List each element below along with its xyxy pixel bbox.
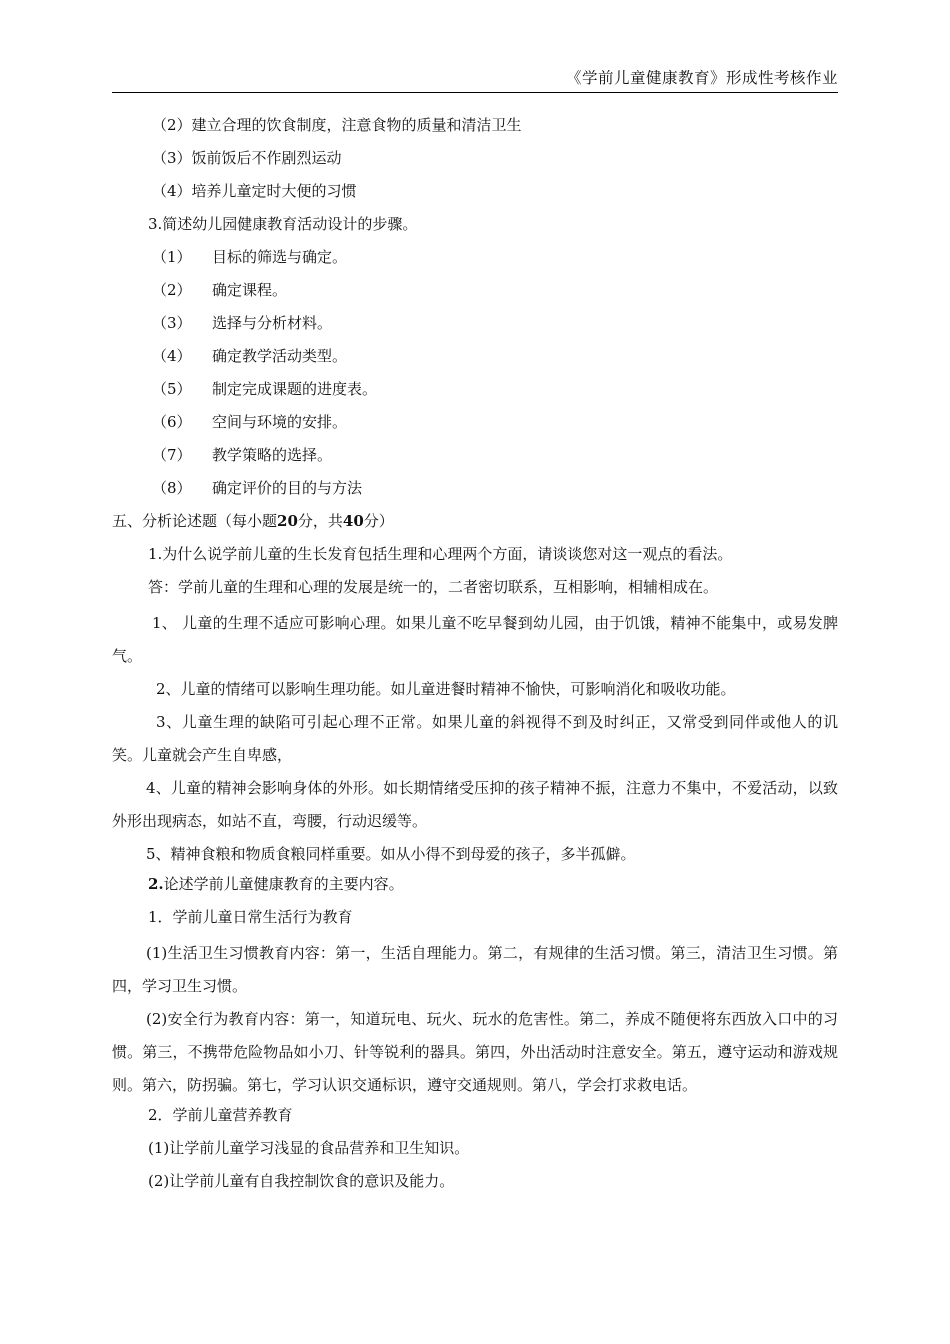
step-item xyxy=(112,277,838,310)
content-item: (1)生活卫生习惯教育内容：第一，生活自理能力。第二，有规律的生活习惯。第三，清洁卫生习惯。第四，学习卫生习惯。 xyxy=(112,944,838,995)
heading-total: 40 xyxy=(342,512,364,530)
heading-text: 分） xyxy=(363,512,394,530)
step-text: 确定教学活动类型。 xyxy=(212,347,348,365)
list-item: （3）饭前饭后不作剧烈运动 xyxy=(152,149,342,167)
answer-point: 2、儿童的情绪可以影响生理功能。如儿童进餐时精神不愉快，可影响消化和吸收功能。 xyxy=(156,680,736,698)
question-title: 1.为什么说学前儿童的生长发育包括生理和心理两个方面，请谈谈您对这一观点的看法。 xyxy=(148,545,733,563)
answer-point: 3、儿童生理的缺陷可引起心理不正常。如果儿童的斜视得不到及时纠正，又常受到同伴或他人的讥笑。儿童就会产生自卑感， xyxy=(112,713,838,764)
step-text: 确定课程。 xyxy=(212,281,288,299)
step-text: 选择与分析材料。 xyxy=(212,314,333,332)
step-item xyxy=(112,310,838,343)
step-item xyxy=(112,475,838,508)
step-item xyxy=(112,244,838,277)
step-item xyxy=(112,409,838,442)
step-item xyxy=(112,442,838,475)
heading-text: 分，共 xyxy=(297,512,343,530)
section-heading xyxy=(112,508,838,541)
step-number: （8） xyxy=(152,479,192,497)
header-title: 《学前儿童健康教育》形成性考核作业 xyxy=(565,69,838,87)
step-text: 制定完成课题的进度表。 xyxy=(212,380,378,398)
step-number: （7） xyxy=(152,446,192,464)
step-number: （2） xyxy=(152,281,192,299)
step-text: 确定评价的目的与方法 xyxy=(212,479,363,497)
page-header xyxy=(112,66,838,93)
step-text: 教学策略的选择。 xyxy=(212,446,333,464)
document-body xyxy=(112,112,838,1201)
heading-text: 五、分析论述题（每小题 xyxy=(112,512,278,530)
answer-point: 1、 儿童的生理不适应可影响心理。如果儿童不吃早餐到幼儿园，由于饥饿，精神不能集中，或易发脾气。 xyxy=(112,614,838,665)
step-item xyxy=(112,376,838,409)
step-number: （6） xyxy=(152,413,192,431)
answer-intro: 答：学前儿童的生理和心理的发展是统一的，二者密切联系，互相影响，相辅相成在。 xyxy=(148,578,719,596)
content-item: (1)让学前儿童学习浅显的食品营养和卫生知识。 xyxy=(148,1139,470,1157)
step-text: 目标的筛选与确定。 xyxy=(212,248,348,266)
step-number: （3） xyxy=(152,314,192,332)
question-number: 2. xyxy=(148,875,164,893)
step-number: （4） xyxy=(152,347,192,365)
step-number: （1） xyxy=(152,248,192,266)
answer-point: 4、儿童的精神会影响身体的外形。如长期情绪受压抑的孩子精神不振，注意力不集中，不爱活动，以致外形出现病态，如站不直，弯腰，行动迟缓等。 xyxy=(112,779,838,830)
step-text: 空间与环境的安排。 xyxy=(212,413,348,431)
step-number: （5） xyxy=(152,380,192,398)
list-item: （2）建立合理的饮食制度，注意食物的质量和清洁卫生 xyxy=(152,116,522,134)
step-item xyxy=(112,343,838,376)
question-title xyxy=(112,871,838,904)
content-item: (2)让学前儿童有自我控制饮食的意识及能力。 xyxy=(148,1172,455,1190)
content-item: (2)安全行为教育内容：第一，知道玩电、玩火、玩水的危害性。第二，养成不随便将东西放入口中的习惯。第三，不携带危险物品如小刀、针等锐利的器具。第四，外出活动时注意安全。第五，遵守运动和游戏规则。第六，防拐骗。第七，学习认识交通标识，遵守交通规则。第八，学会打求救电话。 xyxy=(112,1010,838,1094)
answer-point: 5、精神食粮和物质食粮同样重要。如从小得不到母爱的孩子，多半孤僻。 xyxy=(146,845,636,863)
heading-score: 20 xyxy=(277,512,298,530)
question-text: 论述学前儿童健康教育的主要内容。 xyxy=(163,875,404,893)
question-title: 3.简述幼儿园健康教育活动设计的步骤。 xyxy=(148,215,418,233)
list-item: （4）培养儿童定时大便的习惯 xyxy=(152,182,357,200)
subsection-title: 2．学前儿童营养教育 xyxy=(148,1106,293,1124)
subsection-title: 1．学前儿童日常生活行为教育 xyxy=(148,908,353,926)
